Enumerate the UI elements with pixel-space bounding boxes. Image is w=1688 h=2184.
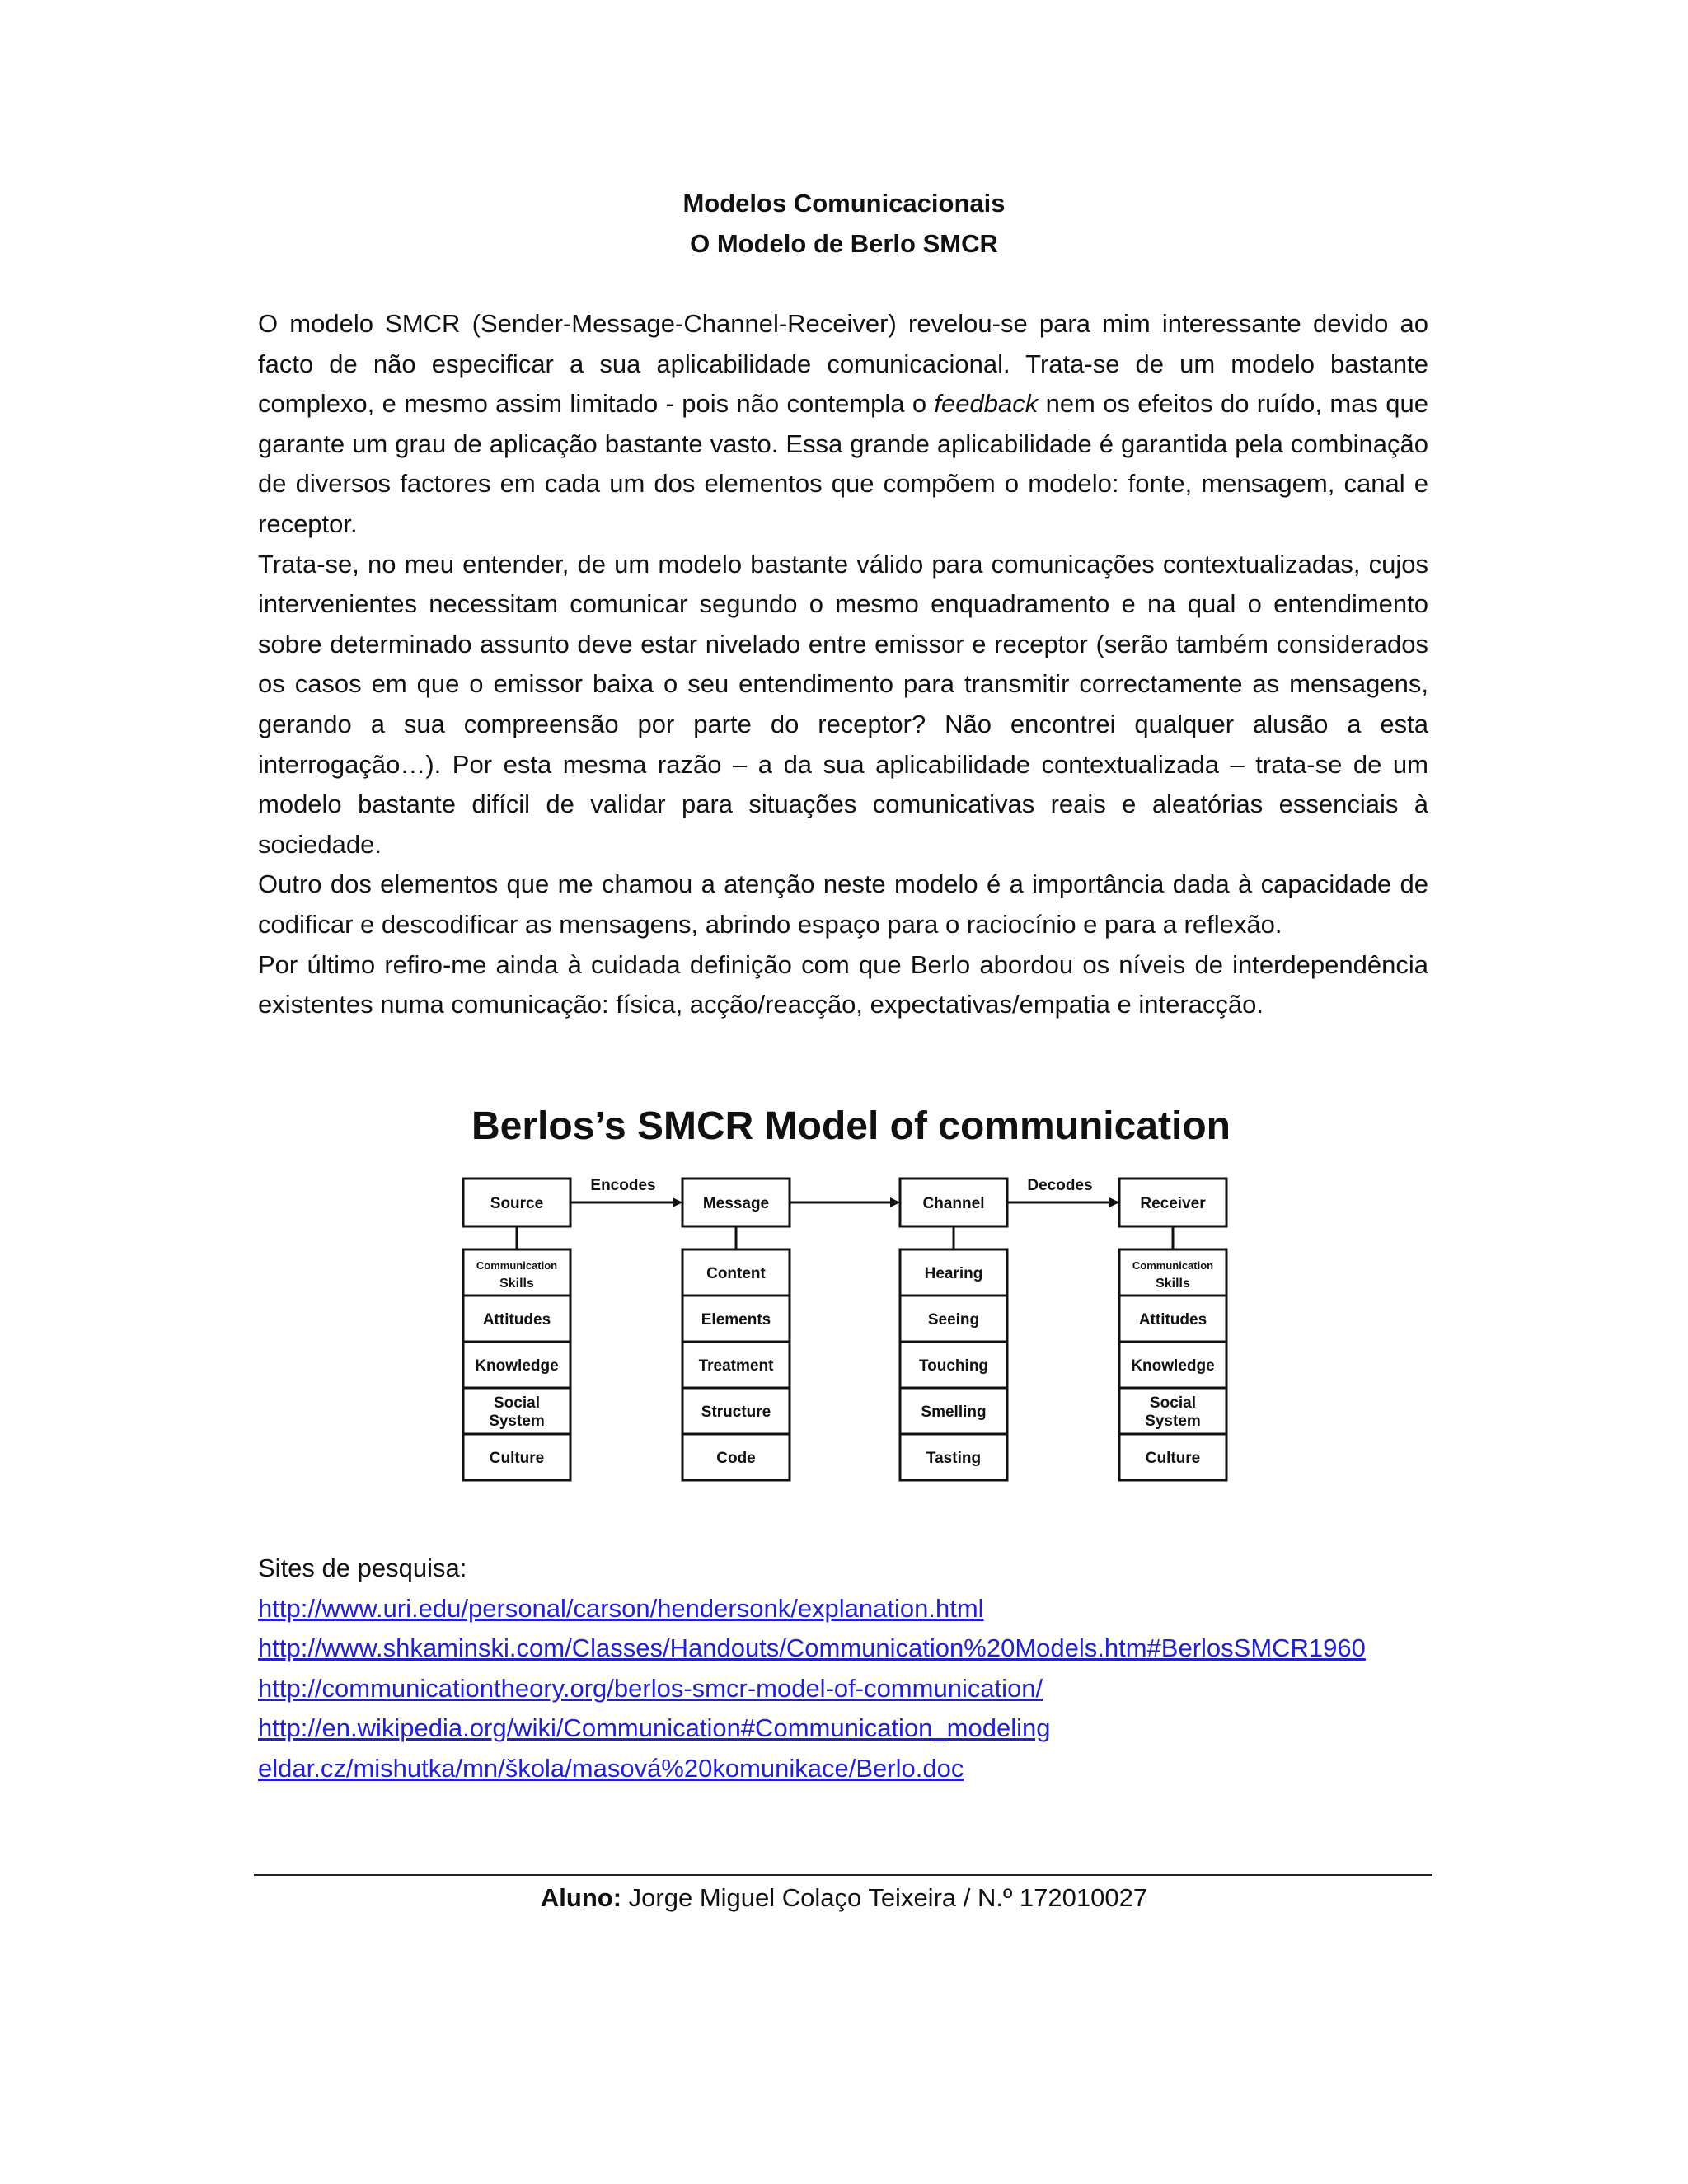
decodes-label: Decodes bbox=[1027, 1177, 1093, 1194]
channel-item-tasting: Tasting bbox=[926, 1450, 982, 1467]
message-item-elements: Elements bbox=[701, 1311, 771, 1329]
sites-label: Sites de pesquisa: bbox=[258, 1554, 467, 1582]
paragraph-1 bbox=[258, 304, 1428, 545]
channel-item-seeing: Seeing bbox=[927, 1311, 980, 1329]
source-item-knowledge: Knowledge bbox=[475, 1357, 559, 1375]
channel-head-label: Channel bbox=[922, 1195, 985, 1212]
channel-head-box bbox=[900, 1179, 1007, 1226]
receiver-stack bbox=[1119, 1249, 1226, 1480]
encodes-label: Encodes bbox=[590, 1177, 656, 1194]
footer-label: Aluno: bbox=[540, 1883, 622, 1912]
footer-student: Jorge Miguel Colaço Teixeira / N.º 172010027 bbox=[621, 1883, 1148, 1912]
research-sites bbox=[258, 1549, 1494, 1789]
receiver-item-communication: Communication bbox=[1132, 1259, 1214, 1272]
source-item-attitudes: Attitudes bbox=[482, 1311, 551, 1329]
message-item-structure: Structure bbox=[701, 1404, 771, 1421]
receiver-head-box bbox=[1119, 1179, 1226, 1226]
diagram-title: Berlos’s SMCR Model of communication bbox=[471, 1104, 1231, 1148]
receiver-item-skills: Skills bbox=[1156, 1277, 1190, 1291]
channel-item-hearing: Hearing bbox=[924, 1265, 983, 1282]
receiver-item-social: Social bbox=[1150, 1394, 1196, 1412]
paragraph-2: Trata-se, no meu entender, de um modelo bastante válido para comunicações contextualizadas, cujos intervenientes necessitam comunicar segundo o mesmo enquadramento e na qual o entendimento sobre determinado assunto deve estar nivelado entre emissor e receptor (serão também considerados os casos em que o emissor baixa o seu entendimento para transmitir correctamente as mensagens, gerando a sua compreensão por parte do receptor? Não encontrei qualquer alusão a esta interrogação…). Por esta mesma razão – a da sua aplicabilidade contextualizada – trata-se de um modelo bastante difícil de validar para situações comunicativas reais e aleatórias essenciais à sociedade. bbox=[258, 549, 1428, 859]
source-item-skills: Skills bbox=[499, 1277, 534, 1291]
receiver-item-system: System bbox=[1145, 1413, 1201, 1430]
paragraph-3: Outro dos elementos que me chamou a atenção neste modelo é a importância dada à capacidade de codificar e descodificar as mensagens, abrindo espaço para o raciocínio e para a reflexão. bbox=[258, 869, 1428, 939]
source-item-social: Social bbox=[494, 1394, 540, 1412]
site-link-communicationtheory[interactable]: http://communicationtheory.org/berlos-smcr-model-of-communication/ bbox=[258, 1673, 1043, 1703]
receiver-head-label: Receiver bbox=[1140, 1195, 1206, 1212]
message-head-box bbox=[682, 1179, 790, 1226]
channel-item-touching: Touching bbox=[918, 1357, 989, 1375]
source-item-culture: Culture bbox=[489, 1450, 545, 1467]
source-head-box bbox=[463, 1179, 570, 1226]
channel-stack bbox=[900, 1249, 1007, 1480]
receiver-item-knowledge: Knowledge bbox=[1131, 1357, 1215, 1375]
source-item-communication: Communication bbox=[476, 1259, 558, 1272]
smcr-diagram-svg bbox=[445, 1104, 1245, 1516]
message-stack bbox=[682, 1249, 790, 1480]
message-head-label: Message bbox=[702, 1195, 770, 1212]
receiver-item-attitudes: Attitudes bbox=[1138, 1311, 1207, 1329]
site-link-wikipedia[interactable]: http://en.wikipedia.org/wiki/Communication#Communication_modeling bbox=[258, 1713, 1051, 1743]
document-title: Modelos Comunicacionais bbox=[682, 189, 1006, 218]
site-link-eldar[interactable]: eldar.cz/mishutka/mn/škola/masová%20komunikace/Berlo.doc bbox=[258, 1753, 964, 1783]
site-link-uri[interactable]: http://www.uri.edu/personal/carson/hendersonk/explanation.html bbox=[258, 1593, 984, 1623]
body-text bbox=[258, 304, 1428, 1025]
title-block bbox=[0, 183, 1688, 264]
paragraph-1-part-a: O modelo SMCR (Sender-Message-Channel-Receiver) revelou-se para mim interessante devido ao facto de não especificar a sua aplicabilidade comunicacional. Trata-se de um modelo bastante complexo, e mesmo assim limitado - pois não contempla o bbox=[258, 309, 1428, 419]
paragraph-4: Por último refiro-me ainda à cuidada definição com que Berlo abordou os níveis de interdependência existentes numa comunicação: física, acção/reacção, expectativas/empatia e interacção. bbox=[258, 949, 1428, 1019]
message-item-code: Code bbox=[716, 1450, 756, 1467]
receiver-item-culture: Culture bbox=[1145, 1450, 1201, 1467]
paragraph-1-emphasis: feedback bbox=[934, 389, 1039, 419]
site-link-shkaminski[interactable]: http://www.shkaminski.com/Classes/Handouts/Communication%20Models.htm#BerlosSMCR1960 bbox=[258, 1633, 1366, 1663]
channel-item-smelling: Smelling bbox=[921, 1404, 987, 1421]
source-head-label: Source bbox=[490, 1195, 544, 1212]
message-item-treatment: Treatment bbox=[698, 1357, 774, 1375]
footer bbox=[0, 1878, 1688, 1918]
message-item-content: Content bbox=[706, 1265, 766, 1282]
paragraph-1-part-b: nem os efeitos do ruído, mas que garante um grau de aplicação bastante vasto. Essa grande aplicabilidade é garantida pela combinação de diversos factores em cada um dos elementos que compõem o modelo: fonte, mensagem, canal e receptor. bbox=[258, 389, 1428, 538]
source-stack bbox=[463, 1249, 570, 1480]
footer-divider bbox=[254, 1874, 1432, 1876]
source-item-system: System bbox=[489, 1413, 545, 1430]
smcr-diagram bbox=[445, 1104, 1245, 1516]
document-subtitle: O Modelo de Berlo SMCR bbox=[690, 229, 998, 258]
